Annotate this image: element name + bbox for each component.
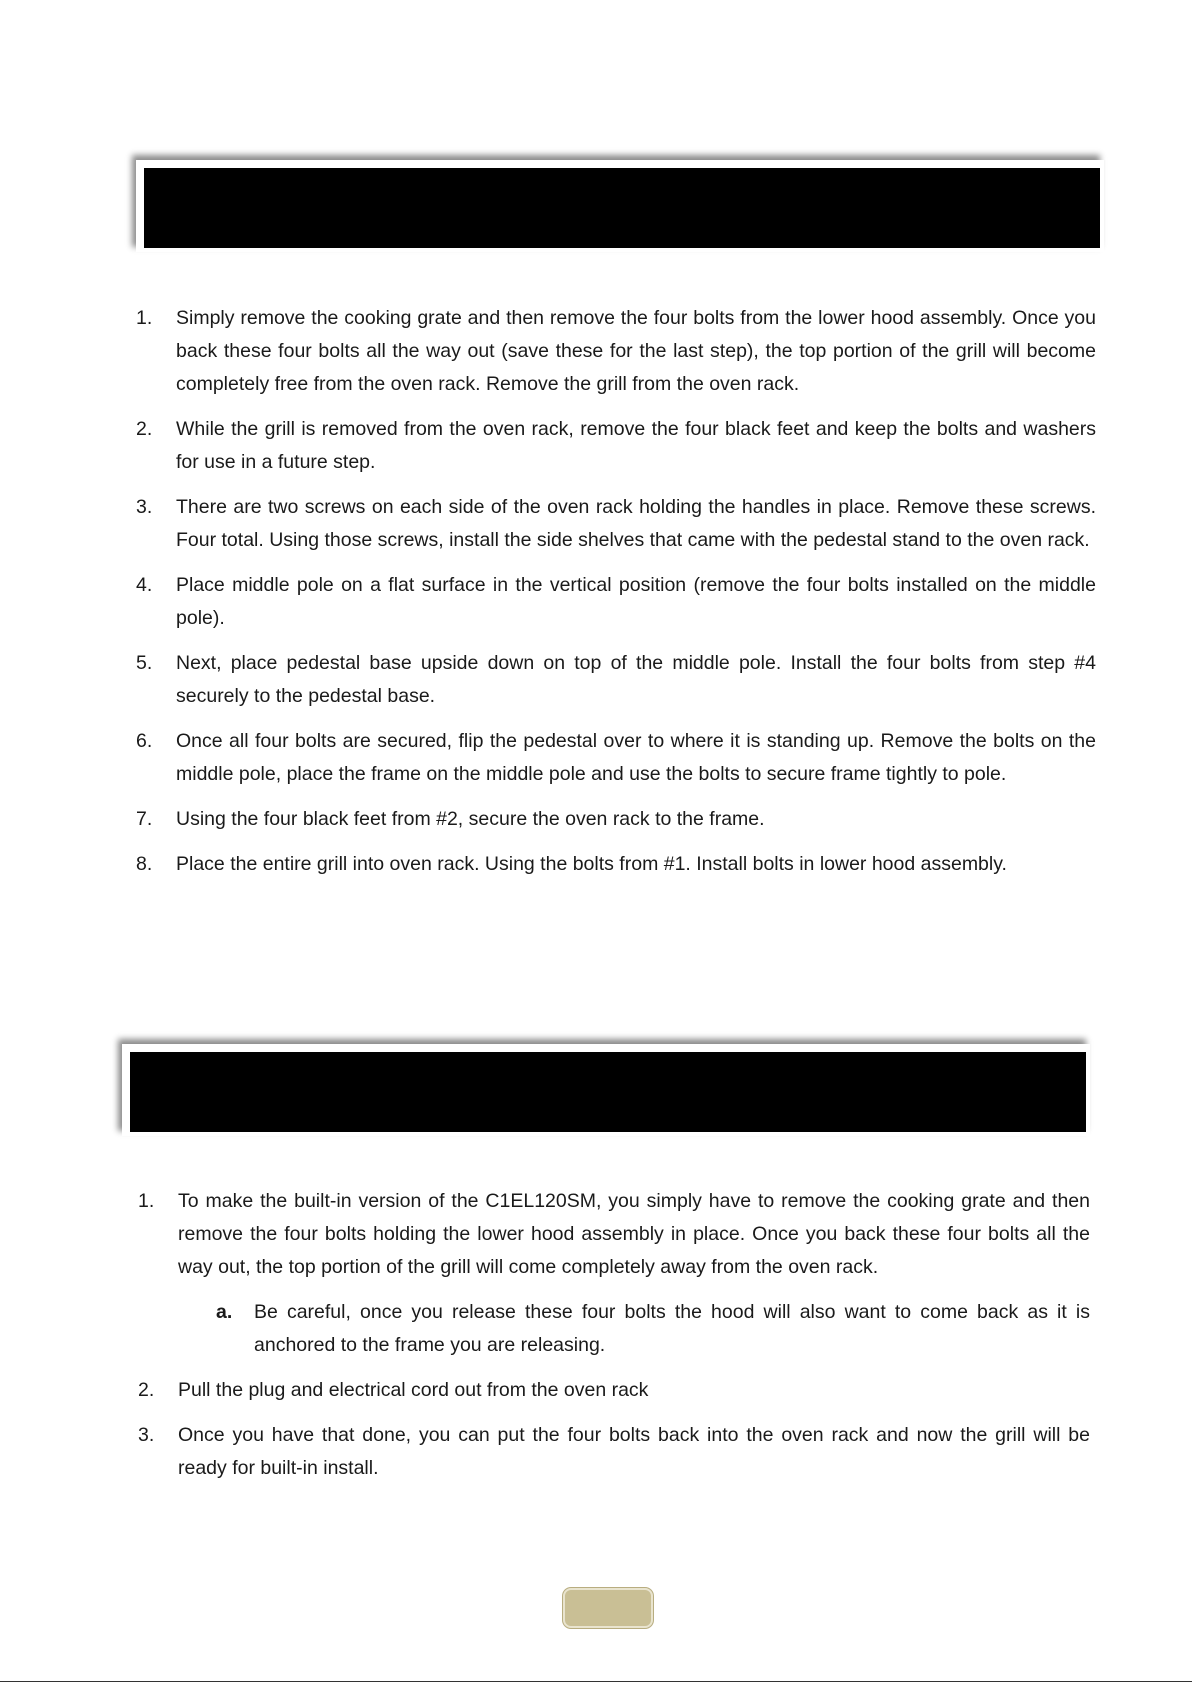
section1-steps <box>136 302 1096 893</box>
step-text: Pull the plug and electrical cord out from the oven rack <box>178 1379 649 1401</box>
section2-heading-bar <box>130 1052 1086 1132</box>
list-item <box>136 848 1096 881</box>
step-number: 1. <box>138 1190 155 1212</box>
step-number: 3. <box>136 496 153 518</box>
step-text: Using the four black feet from #2, secure the oven rack to the frame. <box>176 808 765 830</box>
section1-heading-bar <box>144 168 1100 248</box>
step-number: 4. <box>136 574 153 596</box>
list-item <box>136 647 1096 713</box>
step-number: 7. <box>136 808 153 830</box>
step-number: 3. <box>138 1424 155 1446</box>
step-text: Place middle pole on a flat surface in the vertical position (remove the four bolts installed on the middle pole). <box>176 574 1096 629</box>
substep-text: Be careful, once you release these four bolts the hood will also want to come back as it is anchored to the frame you are releasing. <box>254 1301 1090 1356</box>
step-number: 8. <box>136 853 153 875</box>
step-text: Simply remove the cooking grate and then remove the four bolts from the lower hood assembly. Once you back these four bolts all the way out (save these for the last step), the top portion of the grill will become completely free from the oven rack. Remove the grill from the oven rack. <box>176 307 1096 395</box>
list-item <box>136 413 1096 479</box>
sub-steps <box>178 1296 1090 1362</box>
step-number: 2. <box>138 1379 155 1401</box>
step-number: 2. <box>136 418 153 440</box>
step-text: Next, place pedestal base upside down on top of the middle pole. Install the four bolts from step #4 securely to the pedestal base. <box>176 652 1096 707</box>
step-text: To make the built-in version of the C1EL120SM, you simply have to remove the cooking grate and then remove the four bolts holding the lower hood assembly in place. Once you back these four bolts all the way out, the top portion of the grill will come completely away from the oven rack. <box>178 1190 1090 1278</box>
step-text: While the grill is removed from the oven rack, remove the four black feet and keep the bolts and washers for use in a future step. <box>176 418 1096 473</box>
footer-divider <box>0 1681 1192 1682</box>
step-text: Once all four bolts are secured, flip the pedestal over to where it is standing up. Remove the bolts on the middle pole, place the frame on the middle pole and use the bolts to secure frame tightly to pole. <box>176 730 1096 785</box>
list-item <box>136 491 1096 557</box>
step-number: 5. <box>136 652 153 674</box>
step-text: Place the entire grill into oven rack. Using the bolts from #1. Install bolts in lower hood assembly. <box>176 853 1007 875</box>
list-item <box>138 1185 1090 1362</box>
step-number: 1. <box>136 307 153 329</box>
step-text: There are two screws on each side of the oven rack holding the handles in place. Remove these screws. Four total. Using those screws, install the side shelves that came with the pedestal stand to the oven rack. <box>176 496 1096 551</box>
page-number-tab <box>563 1588 653 1628</box>
sub-list-item <box>216 1296 1090 1362</box>
step-text: Once you have that done, you can put the four bolts back into the oven rack and now the grill will be ready for built-in install. <box>178 1424 1090 1479</box>
list-item <box>136 803 1096 836</box>
list-item <box>138 1419 1090 1485</box>
section2-steps <box>138 1185 1090 1497</box>
section2-heading-frame <box>122 1044 1090 1136</box>
substep-letter: a. <box>216 1301 233 1323</box>
step-number: 6. <box>136 730 153 752</box>
list-item <box>138 1374 1090 1407</box>
list-item <box>136 569 1096 635</box>
list-item <box>136 302 1096 401</box>
list-item <box>136 725 1096 791</box>
section1-heading-frame <box>136 160 1104 252</box>
